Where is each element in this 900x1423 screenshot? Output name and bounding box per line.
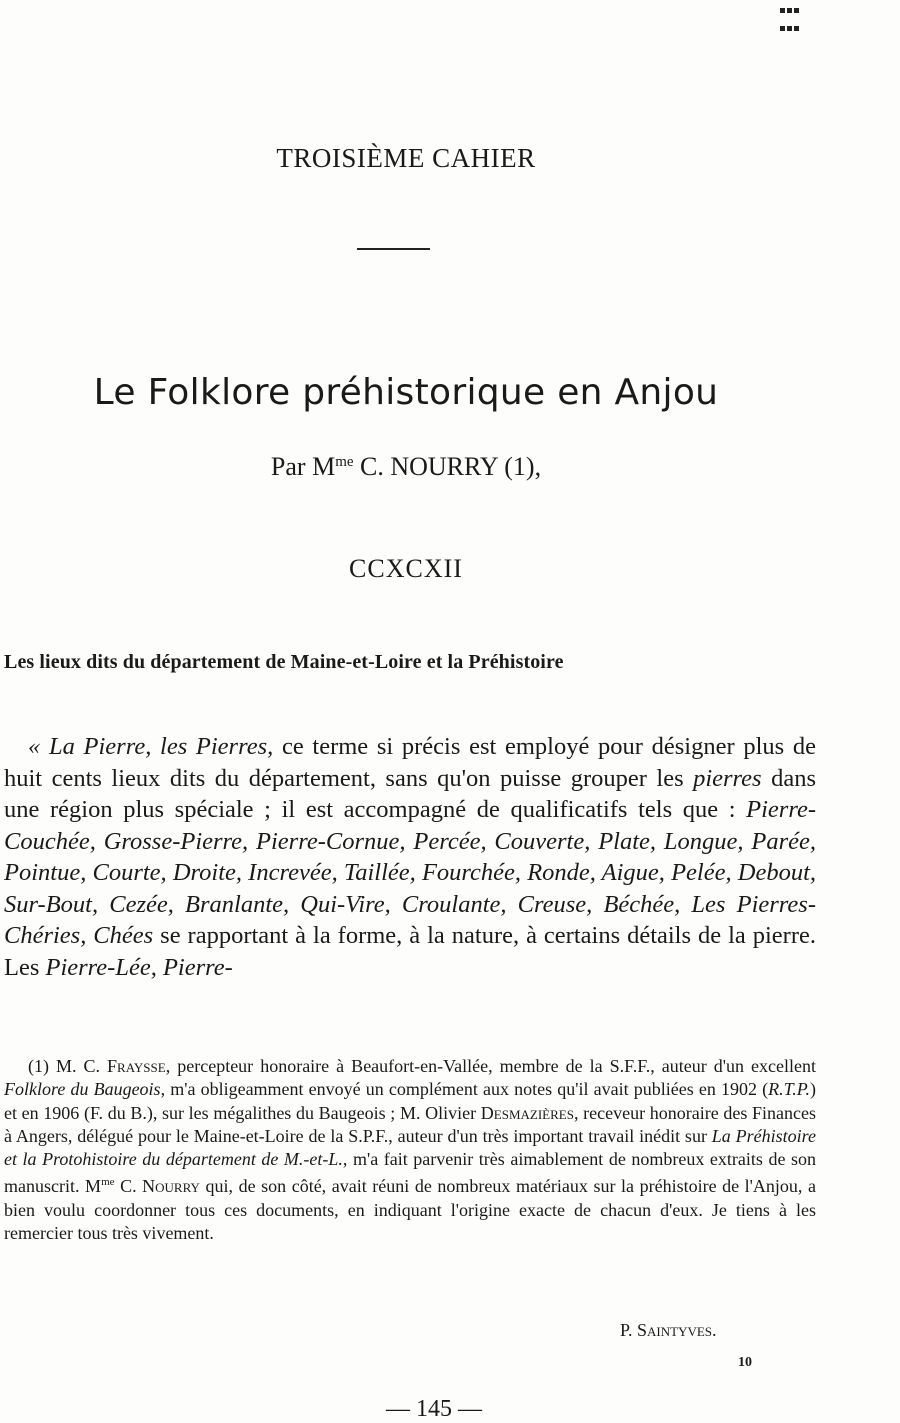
signature-name: Saintyves. (637, 1320, 717, 1340)
footnote-italic-2: R.T.P. (768, 1079, 810, 1100)
footnote-text-5: , receveur honoraire des Finances à Angers, délégué pour le Maine-et-Loire de la S.P.F., auteur d'un très important travail inédit sur (4, 1102, 816, 1146)
body-paragraph (4, 731, 816, 983)
title-divider (357, 248, 430, 250)
footnote-text-2: , percepteur honoraire à Beaufort-en-Vallée, membre de la S.F.F., auteur d'un excellent (165, 1056, 816, 1076)
footnote-text-3: , m'a obligeamment envoyé un complément aux notes qu'il avait publiées en 1902 ( (160, 1079, 769, 1100)
footnote-text-7: C. (114, 1176, 143, 1197)
footnote-signature (620, 1320, 717, 1341)
footnote-text-4: ) et en 1906 (F. du B.), sur les mégalithes du Baugeois ; M. Olivier (4, 1079, 816, 1123)
footnote-superscript: me (101, 1176, 115, 1189)
footnote-name-fraysse: Fraysse (107, 1056, 166, 1076)
body-italic-1: « La Pierre, les Pierres, (28, 733, 274, 760)
body-text-3: se rapportant à la forme, à la nature, à certains détails de la pierre. Les (4, 922, 816, 981)
signature-initial: P. (620, 1320, 638, 1340)
body-italic-4: Pierre-Lée, Pierre- (45, 953, 233, 981)
body-italic-2: pierres (693, 764, 762, 792)
footnote (4, 1055, 816, 1245)
author-title-superscript: me (335, 454, 354, 470)
footnote-text-6: , m'a fait parvenir très aimablement de nombreux extraits de son manuscrit. M (4, 1149, 816, 1197)
page-number: — 145 — (386, 1396, 482, 1422)
footnote-text-8: qui, de son côté, avait réuni de nombreux matériaux sur la préhistoire de l'Anjou, a bien voulu coordonner tous ces documents, en indiquant l'origine exacte de chacun d'eux. Je tiens à les remercier tous très vivement. (4, 1176, 816, 1244)
footnote-italic-1: Folklore du Baugeois (4, 1079, 161, 1100)
section-title: TROISIÈME CAHIER (276, 143, 536, 173)
author-name: C. NOURRY (1), (353, 452, 542, 481)
author-prefix: Par M (270, 452, 336, 481)
article-subtitle: Les lieux dits du département de Maine-et-Loire et la Préhistoire (4, 651, 564, 673)
corner-print-mark (780, 2, 808, 38)
author-line (0, 452, 812, 482)
section-number: CCXCXII (349, 554, 463, 583)
body-italic-3: Pierre-Couchée, Grosse-Pierre, Pierre-Cornue, Percée, Couverte, Plate, Longue, Parée, Pointue, Courte, Droite, Increvée, Taillée, Fourchée, Ronde, Aigue, Pelée, Debout, Sur-Bout, Cezée, Branlante, Qui-Vire, Croulante, Creuse, Béchée, Les Pierres-Chéries, Chées (4, 796, 816, 949)
footnote-text-1: (1) M. C. (28, 1056, 108, 1076)
body-text-1: ce terme si précis est employé pour désigner plus de huit cents lieux dits du département, sans qu'on puisse grouper les (4, 733, 816, 792)
article-title: Le Folklore préhistorique en Anjou (93, 372, 719, 413)
sheet-number: 10 (738, 1355, 752, 1370)
body-text-2: dans une région plus spéciale ; il est accompagné de qualificatifs tels que : (4, 764, 816, 823)
footnote-name-desmazieres: Desmazières (480, 1102, 574, 1123)
footnote-italic-3: La Préhistoire et la Protohistoire du département de M.-et-L. (4, 1125, 816, 1170)
footnote-name-nourry: Nourry (142, 1176, 200, 1197)
